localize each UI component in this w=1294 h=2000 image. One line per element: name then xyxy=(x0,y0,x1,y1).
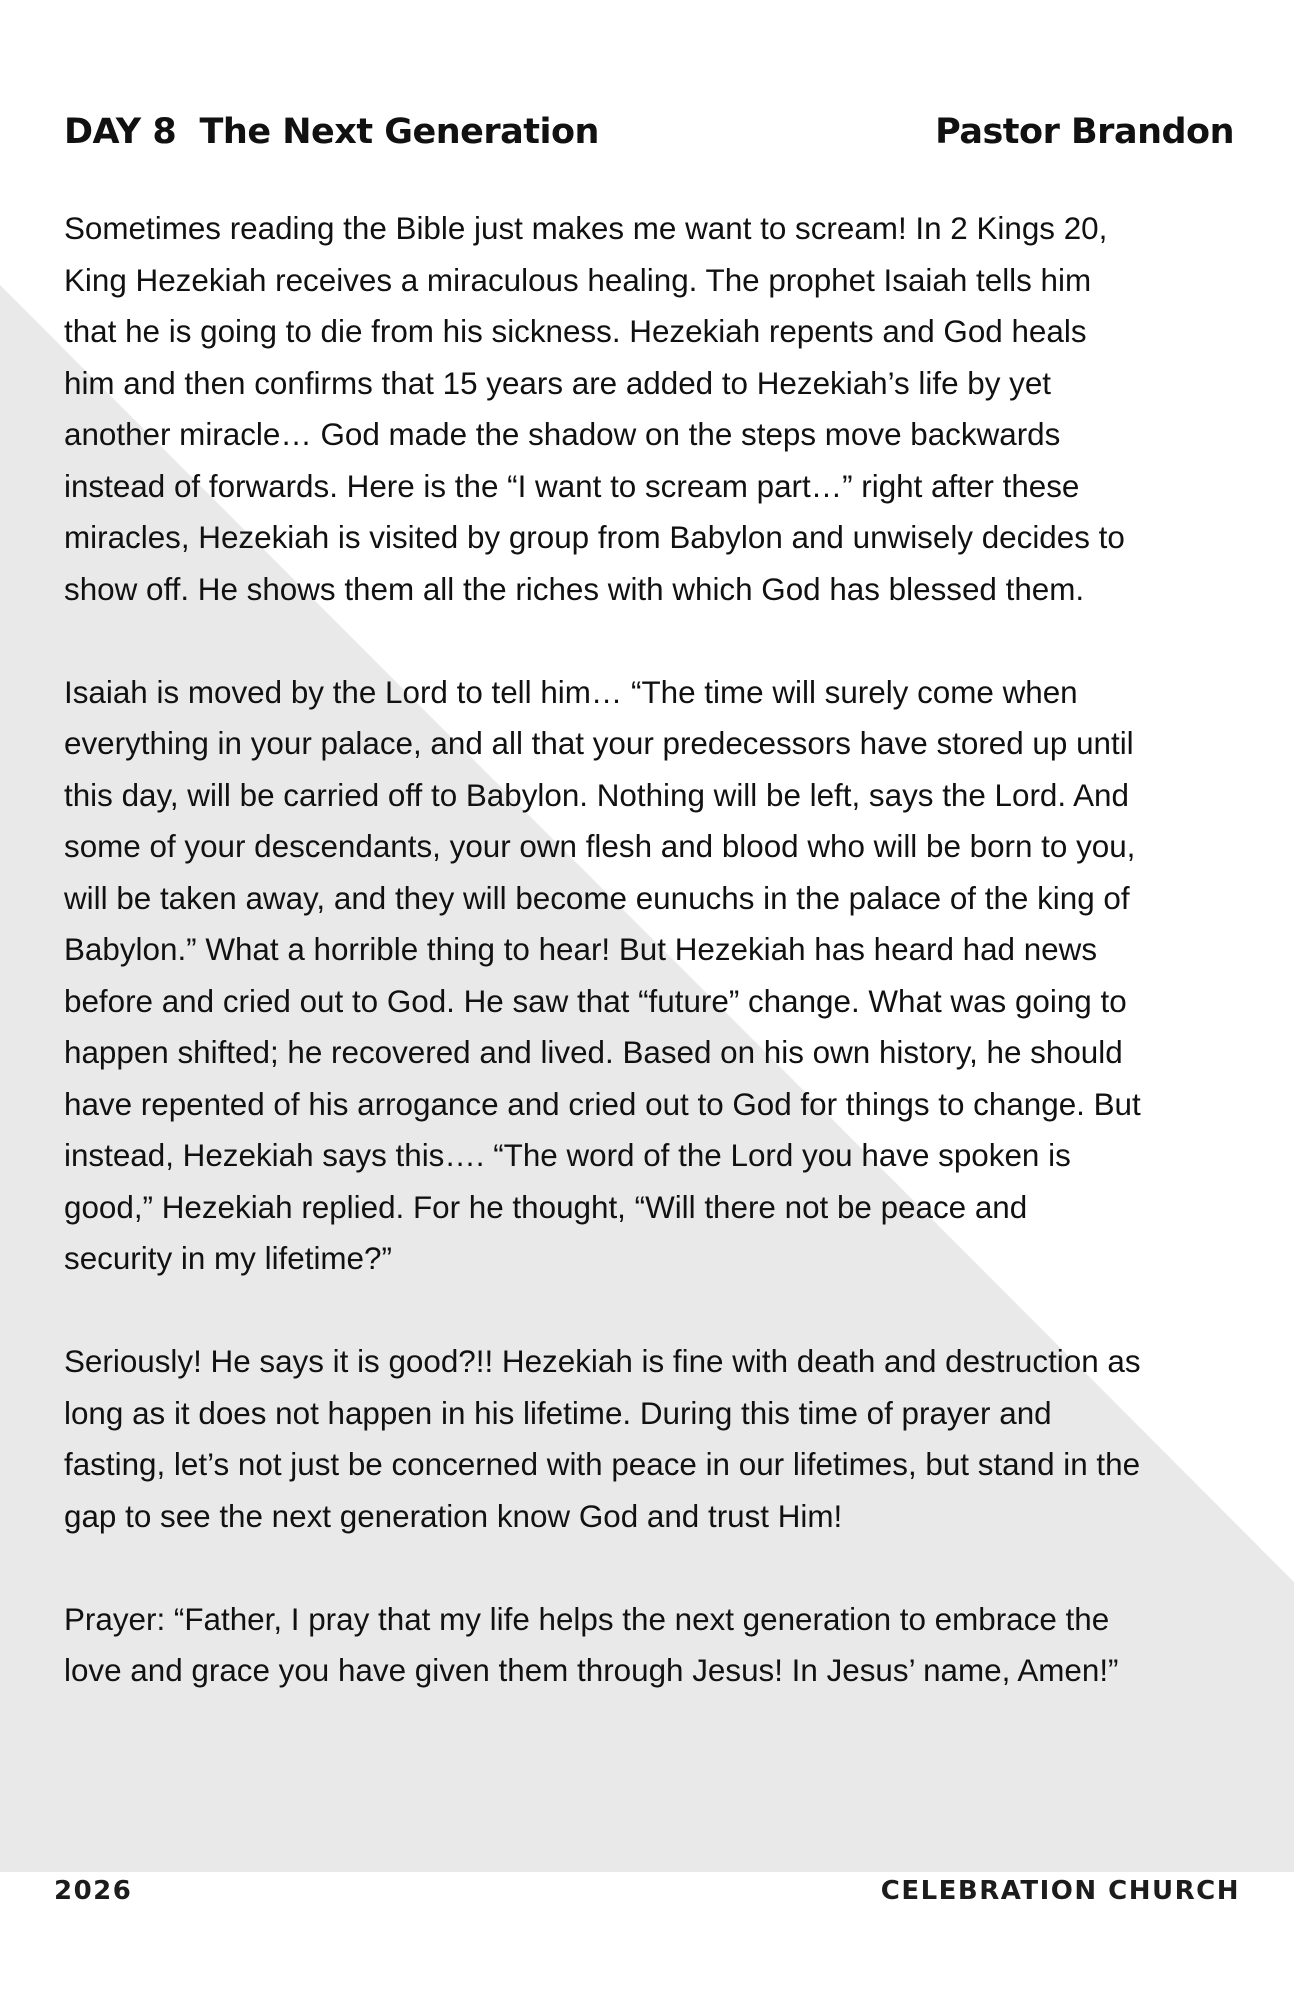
footer-year: 2026 xyxy=(54,1876,133,1906)
footer-organization: CELEBRATION CHURCH xyxy=(880,1876,1240,1906)
paragraph-reflection: Seriously! He says it is good?!! Hezekiah is fine with death and destruction as long as it does not happen in his lifetime. During this time of prayer and fasting, let’s not just be concerned with peace in our lifetimes, but stand in the gap to see the next generation know God and trust Him! xyxy=(64,1344,1141,1534)
page-header xyxy=(64,112,1234,162)
devotional-body xyxy=(64,203,1254,1748)
paragraph-isaiah: Isaiah is moved by the Lord to tell him… “The time will surely come when everything in your palace, and all that your predecessors have stored up until this day, will be carried off to Babylon. Nothing will be left, says the Lord. And some of your descendants, your own flesh and blood who will be born to you, will be taken away, and they will become eunuchs in the palace of the king of Babylon.” What a horrible thing to hear! But Hezekiah has heard had news before and cried out to God. He saw that “future” change. What was going to happen shifted; he recovered and lived. Based on his own history, he should have repented of his arrogance and cried out to God for things to change. But instead, Hezekiah says this…. “The word of the Lord you have spoken is good,” Hezekiah replied. For he thought, “Will there not be peace and security in my lifetime?” xyxy=(64,674,1141,1276)
page-title: DAY 8 The Next Generation xyxy=(64,112,599,152)
paragraph-intro: Sometimes reading the Bible just makes me want to scream! In 2 Kings 20, King Hezekiah receives a miraculous healing. The prophet Isaiah tells him that he is going to die from his sickness. Hezekiah repents and God heals him and then confirms that 15 years are added to Hezekiah’s life by yet another miracle… God made the shadow on the steps move backwards instead of forwards. Here is the “I want to scream part…” right after these miracles, Hezekiah is visited by group from Babylon and unwisely decides to show off. He shows them all the riches with which God has blessed them. xyxy=(64,211,1125,607)
author-name: Pastor Brandon xyxy=(935,112,1234,152)
paragraph-prayer: Prayer: “Father, I pray that my life helps the next generation to embrace the love and grace you have given them through Jesus! In Jesus’ name, Amen!” xyxy=(64,1601,1119,1688)
